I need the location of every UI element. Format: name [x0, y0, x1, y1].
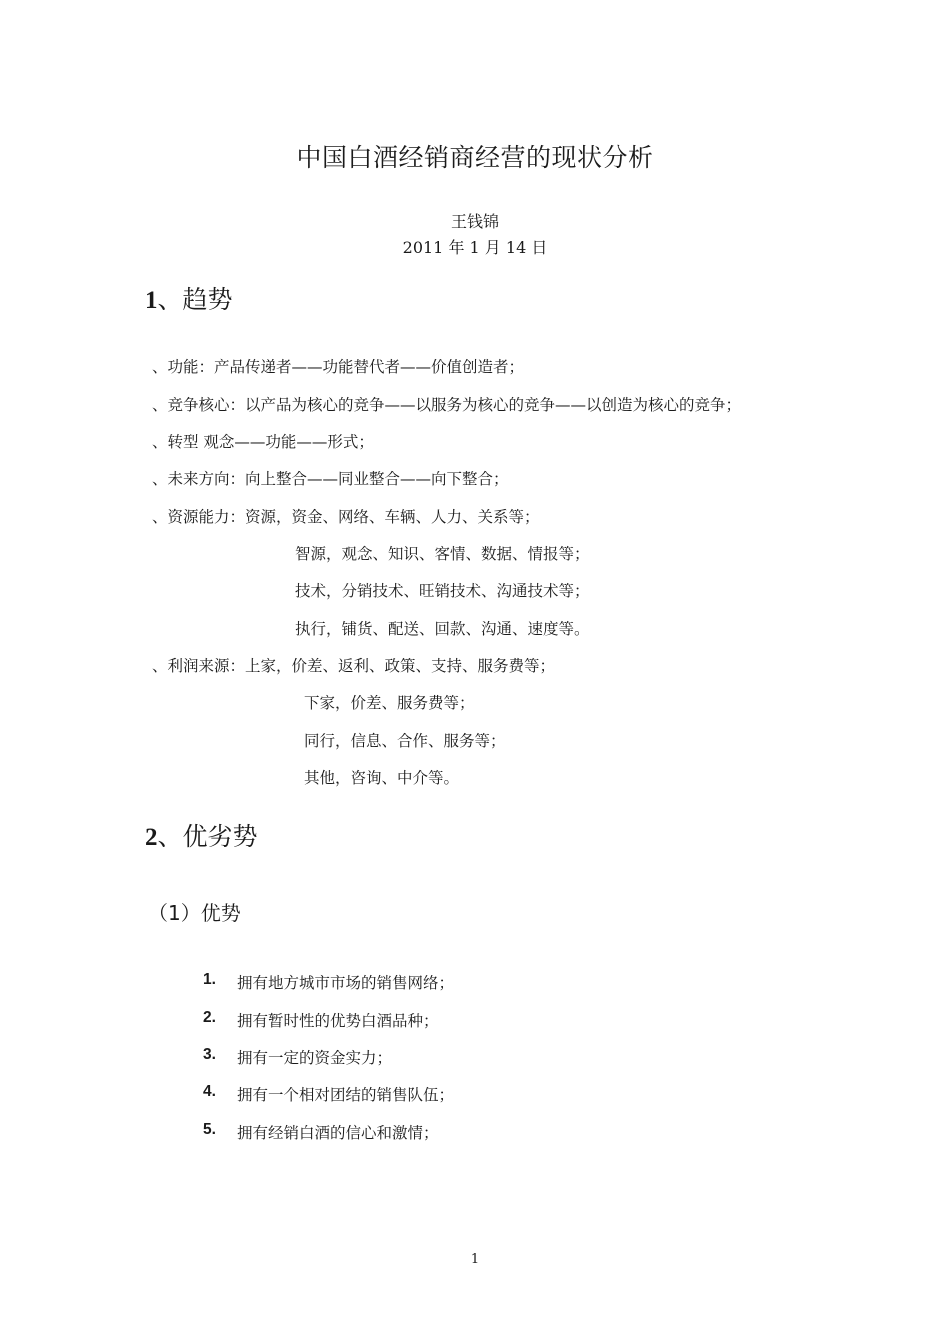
subsection-advantages-heading: （1）优势 — [148, 901, 241, 925]
list-item: 拥有一定的资金实力； — [237, 1049, 393, 1067]
list-item: 拥有经销白酒的信心和激情； — [237, 1124, 439, 1142]
trend-line-other: 其他，咨询、中介等。 — [304, 769, 460, 787]
trend-line-resource-capability: 、资源能力：资源，资金、网络、车辆、人力、关系等； — [152, 508, 540, 526]
list-item-number: 1. — [203, 971, 216, 988]
trend-line-downstream: 下家，价差、服务费等； — [304, 694, 475, 712]
trend-line-profit-source: 、利润来源：上家，价差、返利、政策、支持、服务费等； — [152, 657, 556, 675]
section-1-heading-text: 、趋势 — [157, 285, 233, 314]
section-2-heading-text: 、优劣势 — [157, 822, 258, 851]
trend-line-function: 、功能：产品传递者——功能替代者——价值创造者； — [152, 358, 525, 376]
document-date: 2011 年 1 月 14 日 — [402, 238, 548, 257]
author-name: 王钱锦 — [450, 212, 499, 231]
section-1-number: 1 — [145, 287, 158, 314]
document-title: 中国白酒经销商经营的现状分析 — [296, 143, 654, 172]
trend-line-future-direction: 、未来方向：向上整合——同业整合——向下整合； — [152, 470, 509, 488]
list-item: 拥有地方城市市场的销售网络； — [237, 974, 455, 992]
section-2-heading — [145, 817, 258, 853]
list-item-number: 3. — [203, 1046, 216, 1063]
list-item-number: 4. — [203, 1083, 216, 1100]
page-number: 1 — [470, 1252, 480, 1267]
list-item-number: 5. — [203, 1121, 216, 1138]
trend-line-peers: 同行，信息、合作、服务等； — [304, 732, 506, 750]
list-item: 拥有暂时性的优势白酒品种； — [237, 1012, 439, 1030]
trend-line-technology: 技术，分销技术、旺销技术、沟通技术等； — [295, 582, 590, 600]
trend-line-execution: 执行，铺货、配送、回款、沟通、速度等。 — [295, 620, 590, 638]
trend-line-transformation: 、转型 观念——功能——形式； — [152, 433, 374, 451]
list-item-number: 2. — [203, 1009, 216, 1026]
trend-line-wisdom: 智源，观念、知识、客情、数据、情报等； — [295, 545, 590, 563]
section-1-heading — [145, 280, 233, 316]
trend-line-competition: 、竞争核心：以产品为核心的竞争——以服务为核心的竞争——以创造为核心的竞争； — [152, 396, 742, 414]
list-item: 拥有一个相对团结的销售队伍； — [237, 1086, 455, 1104]
section-2-number: 2 — [145, 824, 158, 851]
